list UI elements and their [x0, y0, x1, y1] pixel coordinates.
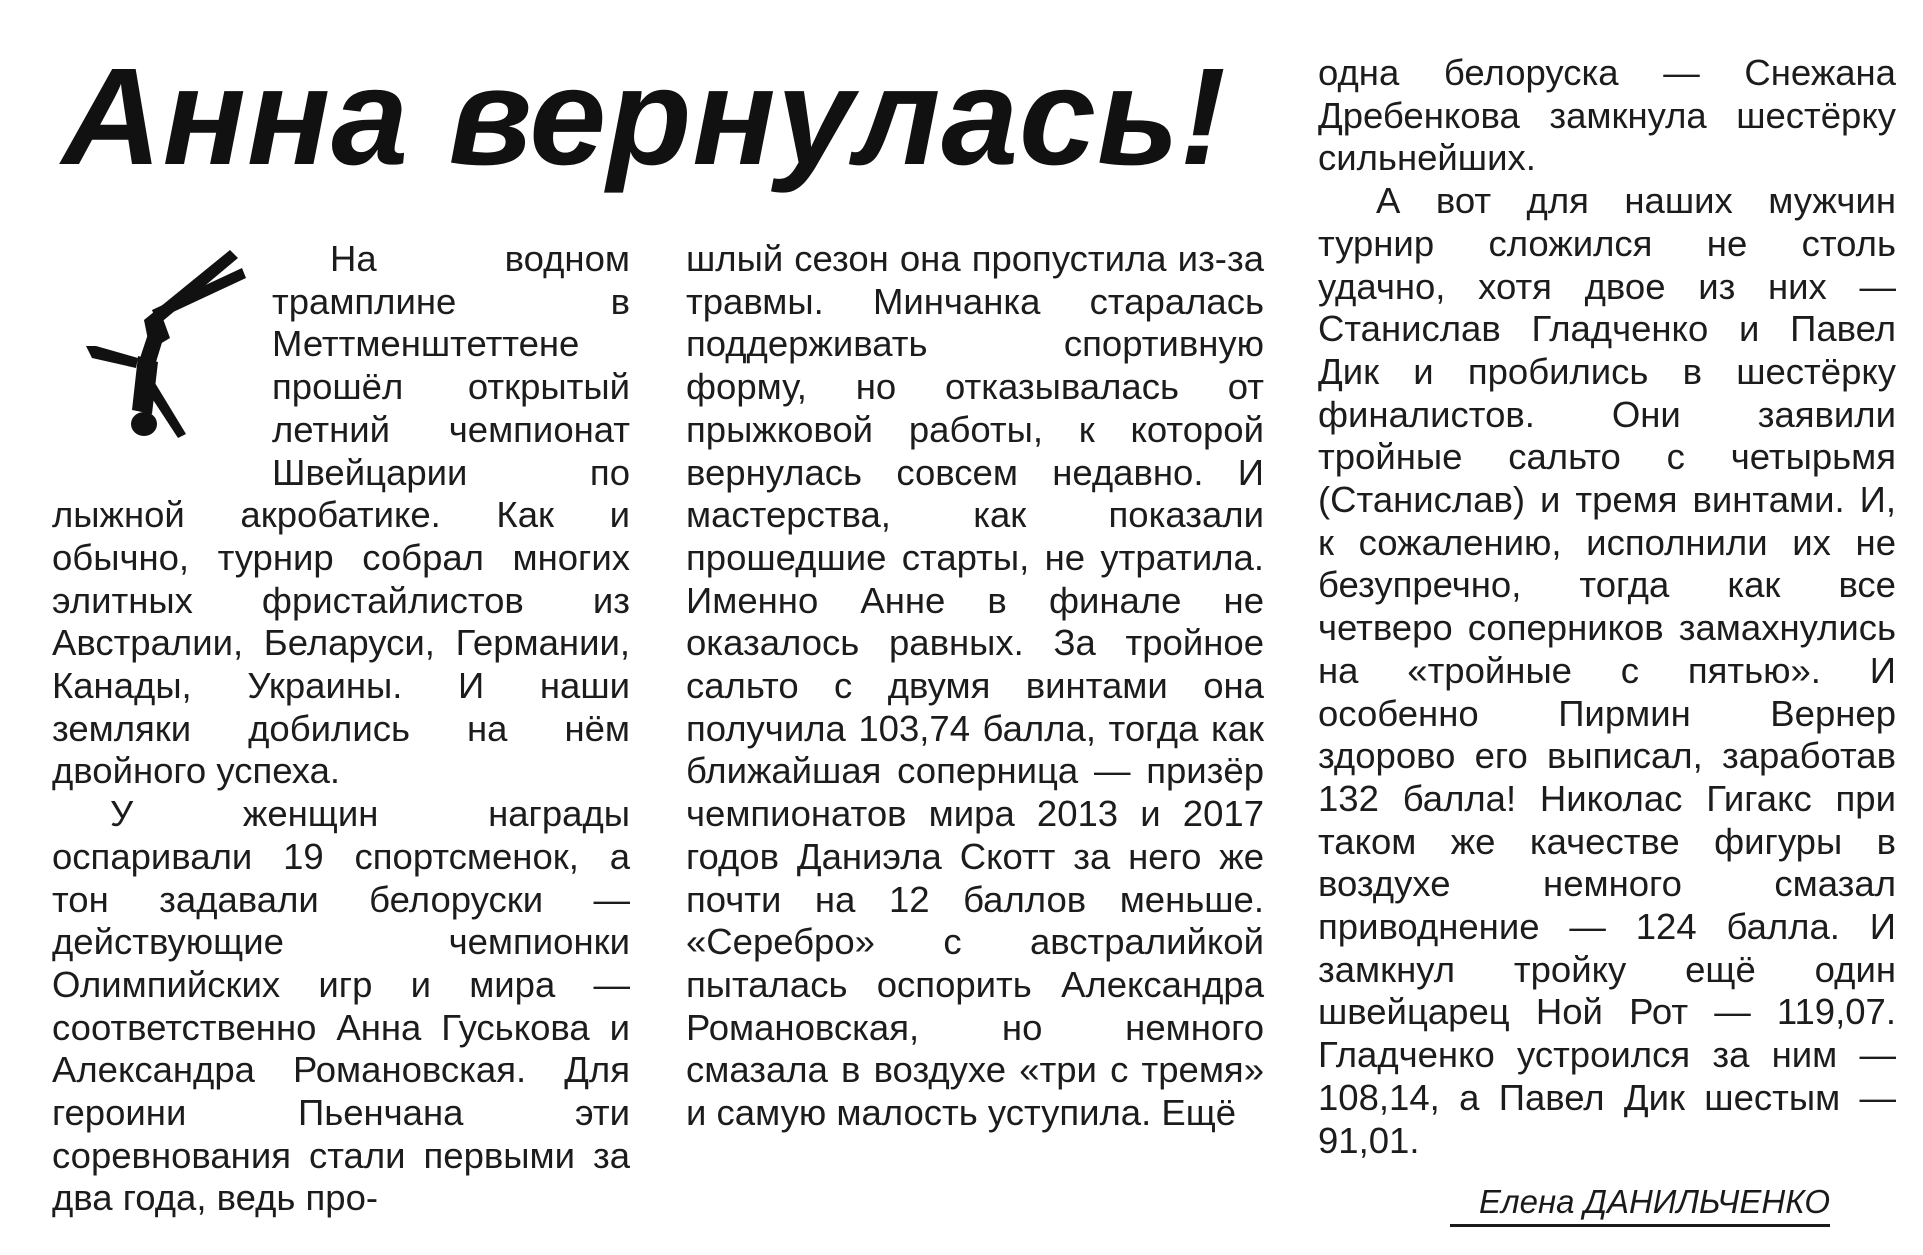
paragraph: У женщин награды оспаривали 19 спортсменок, а тон задавали белоруски — действующие чемпионки Олимпийских игр и мира — соответственно Анна Гуськова и Александра Романовская. Для героини Пьенчана эти соревнования стали первыми за два года, ведь про-	[52, 793, 630, 1219]
author-byline: Елена ДАНИЛЬЧЕНКО	[1450, 1182, 1830, 1227]
paragraph: одна белоруска — Снежана Дребенкова замкнула шестёрку сильнейших.	[1318, 52, 1896, 179]
text-column-1	[52, 238, 630, 1220]
text-column-2	[686, 238, 1264, 1135]
freestyle-skier-icon	[52, 238, 264, 452]
paragraph: А вот для наших мужчин турнир сложился не столь удачно, хотя двое из них — Станислав Гладченко и Павел Дик и пробились в шестёрку финалистов. Они заявили тройные сальто с четырьмя (Станислав) и тремя винтами. И, к сожалению, исполнили их не безупречно, тогда как все четверо соперников замахнулись на «тройные с пятью». И особенно Пирмин Вернер здорово его выписал, заработав 132 балла! Николас Гигакс при таком же качестве фигуры в воздухе немного смазал приводнение — 124 балла. И замкнул тройку ещё один швейцарец Ной Рот — 119,07. Гладченко устроился за ним — 108,14, а Павел Дик шестым — 91,01.	[1318, 180, 1896, 1161]
paragraph: На водном трамплине в Меттменштеттене прошёл открытый летний чемпионат Швейцарии по лыжной акробатике. Как и обычно, турнир собрал многих элитных фристайлистов из Австралии, Беларуси, Германии, Канады, Украины. И наши земляки добились на нём двойного успеха.	[52, 238, 630, 792]
text-column-3	[1318, 52, 1896, 1162]
article-headline: Анна вернулась!	[62, 40, 1227, 194]
paragraph: шлый сезон она пропустила из-за травмы. Минчанка старалась поддерживать спортивную форму, но отказывалась от прыжковой работы, к которой вернулась совсем недавно. И мастерства, как показали прошедшие старты, не утратила. Именно Анне в финале не оказалось равных. За тройное сальто с двумя винтами она получила 103,74 балла, тогда как ближайшая соперница — призёр чемпионатов мира 2013 и 2017 годов Даниэла Скотт за него же почти на 12 баллов меньше. «Серебро» с австралийкой пыталась оспорить Александра Романовская, но немного смазала в воздухе «три с тремя» и самую малость уступила. Ещё	[686, 238, 1264, 1134]
